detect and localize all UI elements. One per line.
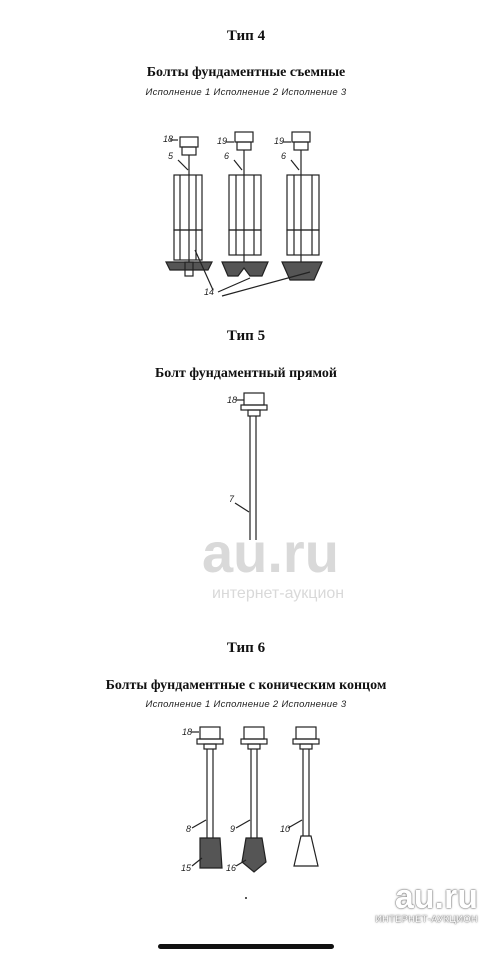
label-7: 7 (229, 494, 235, 504)
label-15: 15 (181, 863, 192, 873)
label-14: 14 (204, 287, 215, 297)
label-18: 18 (227, 395, 238, 405)
type-6-bolt-3 (293, 727, 319, 866)
type-6-heading: Болты фундаментные с коническим концом (105, 678, 387, 693)
type-6-variants: Исполнение 1 Исполнение 2 Исполнение 3 (145, 699, 347, 710)
label-5: 5 (168, 151, 174, 161)
type-4-variants: Исполнение 1 Исполнение 2 Исполнение 3 (145, 87, 347, 98)
site-logo (375, 880, 478, 924)
label-19: 19 (274, 136, 285, 146)
type-4-heading: Болты фундаментные съемные (146, 65, 346, 80)
label-19: 19 (217, 136, 228, 146)
type-4-title: Тип 4 (226, 28, 266, 44)
label-18: 18 (182, 727, 193, 737)
logo-subtext: ИНТЕРНЕТ-АУКЦИОН (375, 914, 478, 924)
label-6: 6 (224, 151, 230, 161)
watermark-subtext: интернет-аукцион (212, 585, 345, 602)
label-6: 6 (281, 151, 287, 161)
dot-mark (245, 897, 247, 899)
type-6-title: Тип 6 (226, 640, 266, 656)
type-5-title: Тип 5 (226, 328, 266, 344)
type-5-heading: Болт фундаментный прямой (155, 366, 337, 381)
type-4-bolt-3 (282, 132, 322, 280)
home-indicator[interactable] (158, 944, 334, 949)
label-18: 18 (163, 134, 174, 144)
label-9: 9 (230, 824, 236, 834)
type-6-bolt-1 (197, 727, 223, 868)
label-16: 16 (226, 863, 237, 873)
label-10: 10 (280, 824, 291, 834)
type-5-bolt (235, 393, 267, 540)
type-6-bolt-2 (241, 727, 267, 872)
logo-text: au.ru (394, 878, 478, 916)
label-8: 8 (186, 824, 192, 834)
watermark-text: au.ru (202, 521, 339, 584)
